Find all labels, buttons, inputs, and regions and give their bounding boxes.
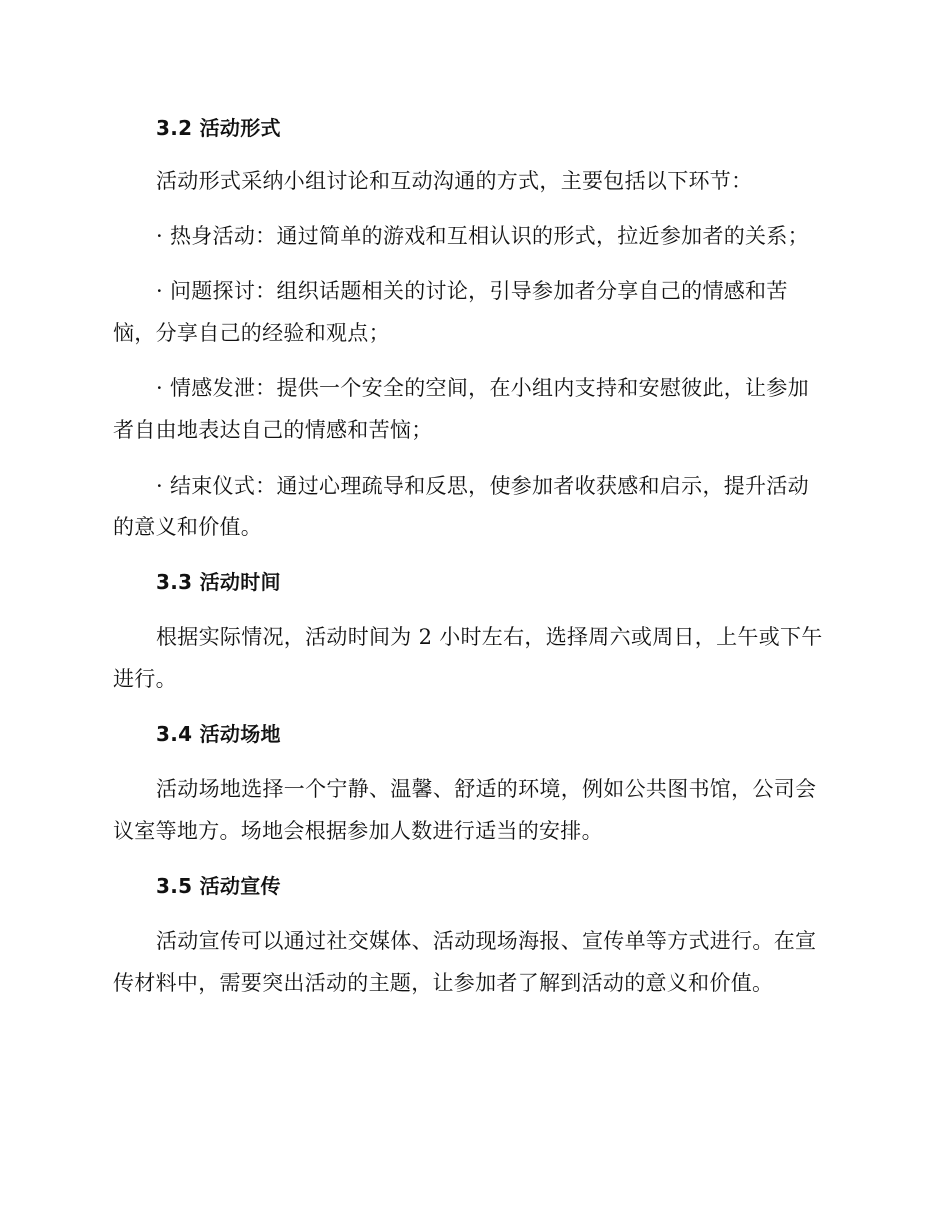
paragraph-line-cont: 进行。: [113, 667, 177, 691]
bullet-emotion-cont: 者自由地表达自己的情感和苦恼；: [113, 418, 433, 442]
bullet-closing-cont: 的意义和价值。: [113, 515, 263, 539]
section-heading-3-2: 3.2 活动形式: [156, 116, 281, 140]
bullet-emotion: · 情感发泄：提供一个安全的空间，在小组内支持和安慰彼此，让参加: [156, 376, 809, 400]
paragraph-line: 活动形式采纳小组讨论和互动沟通的方式，主要包括以下环节：: [156, 169, 753, 193]
section-heading-3-5: 3.5 活动宣传: [156, 874, 281, 898]
paragraph-line: 根据实际情况，活动时间为 2 小时左右，选择周六或周日，上午或下午: [156, 625, 823, 649]
bullet-discussion-cont: 恼，分享自己的经验和观点；: [113, 321, 390, 345]
paragraph-line-cont: 传材料中，需要突出活动的主题，让参加者了解到活动的意义和价值。: [113, 971, 774, 995]
paragraph-line: 活动场地选择一个宁静、温馨、舒适的环境，例如公共图书馆，公司会: [156, 777, 817, 801]
bullet-discussion: · 问题探讨：组织话题相关的讨论，引导参加者分享自己的情感和苦: [156, 279, 788, 303]
paragraph-line-cont: 议室等地方。场地会根据参加人数进行适当的安排。: [113, 819, 603, 843]
section-heading-3-3: 3.3 活动时间: [156, 570, 281, 594]
section-heading-3-4: 3.4 活动场地: [156, 722, 281, 746]
bullet-closing: · 结束仪式：通过心理疏导和反思，使参加者收获感和启示，提升活动: [156, 474, 809, 498]
paragraph-line: 活动宣传可以通过社交媒体、活动现场海报、宣传单等方式进行。在宣: [156, 929, 817, 953]
bullet-warmup: · 热身活动：通过简单的游戏和互相认识的形式，拉近参加者的关系；: [156, 224, 809, 248]
